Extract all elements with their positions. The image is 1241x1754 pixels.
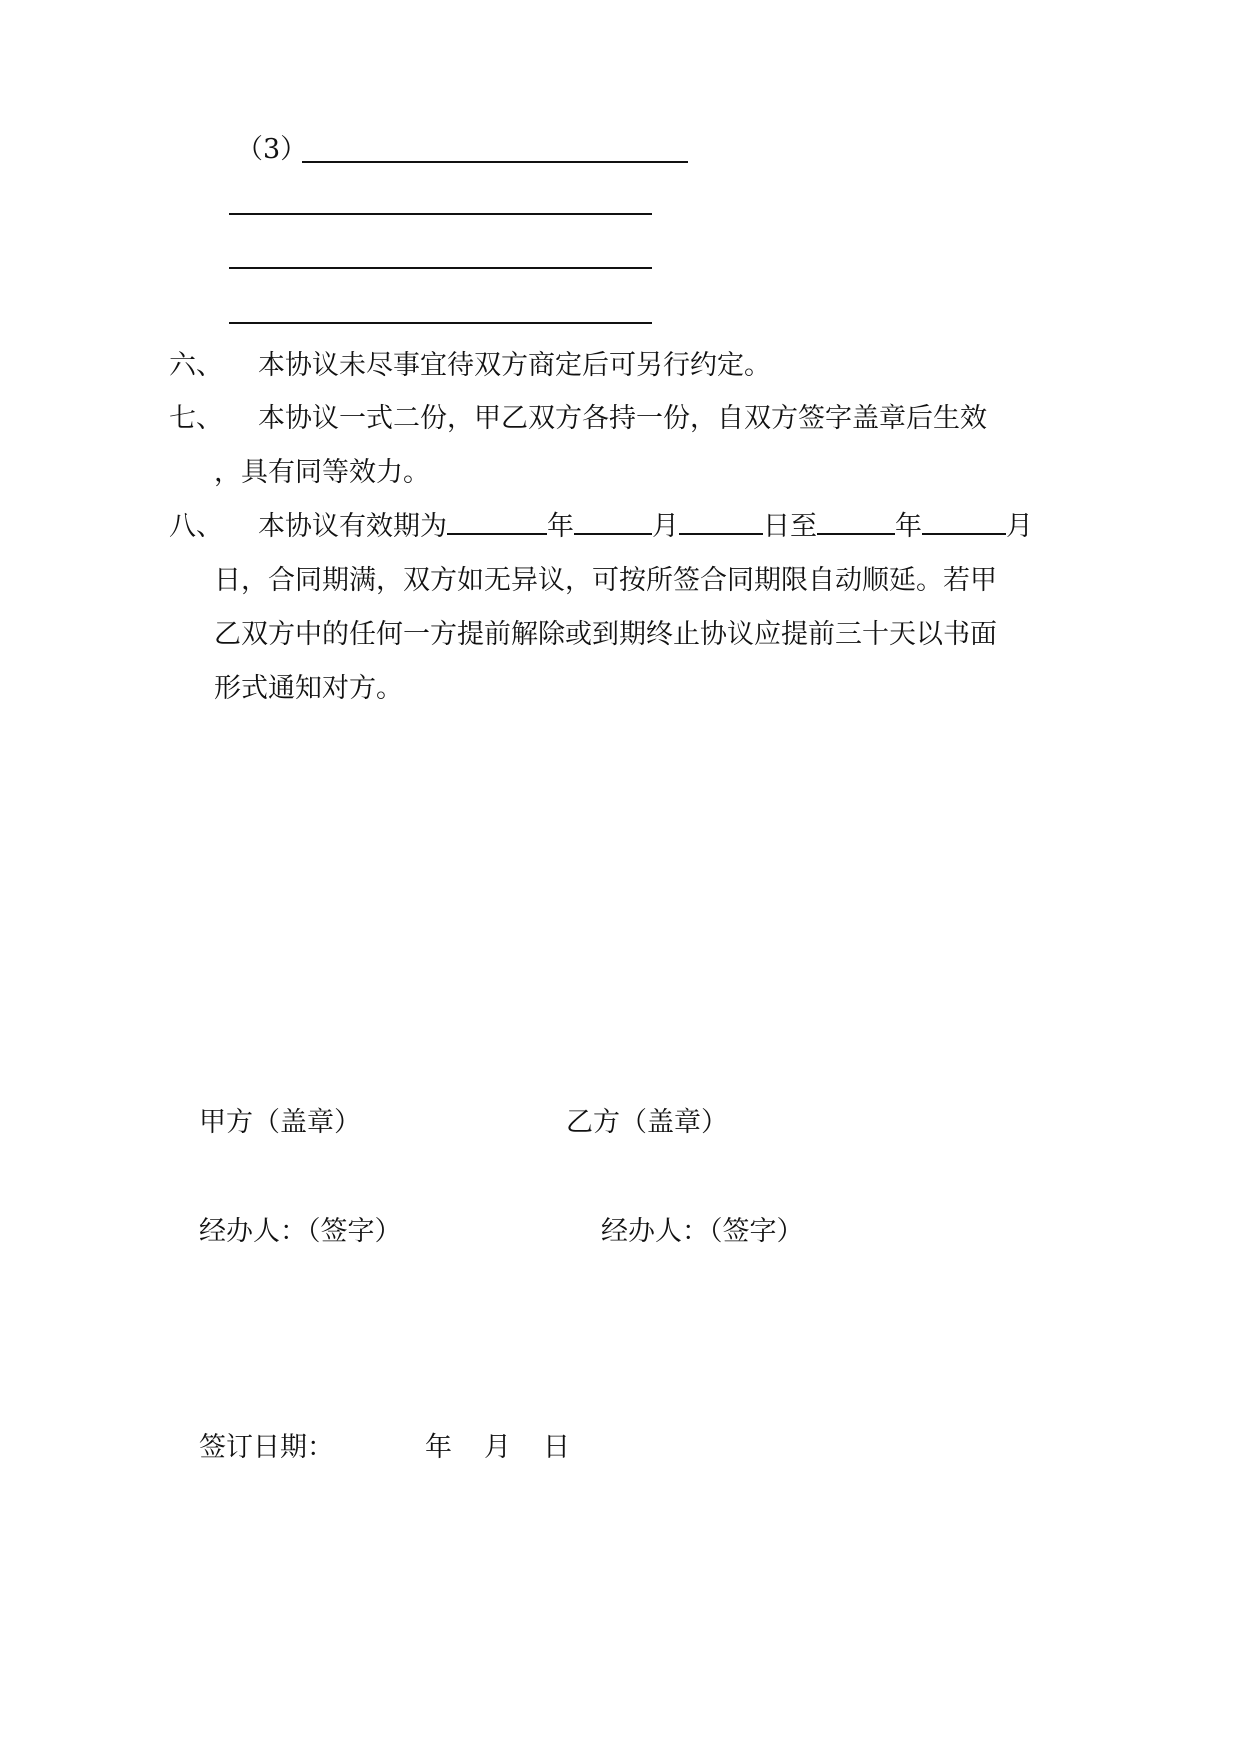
item-3-label: （3）	[236, 134, 308, 165]
item-3-blank-line[interactable]	[302, 161, 688, 163]
clause-8-line-3: 乙双方中的任何一方提前解除或到期终止协议应提前三十天以书面	[214, 619, 997, 650]
blank-line-2[interactable]	[229, 213, 652, 215]
clause-8-line-4: 形式通知对方。	[214, 673, 403, 704]
party-b-seal-label: 乙方（盖章）	[566, 1107, 728, 1138]
start-day-field[interactable]	[679, 509, 763, 535]
sign-date-month: 月	[484, 1432, 511, 1463]
party-b-agent-label: 经办人：（签字）	[601, 1216, 804, 1247]
start-month-field[interactable]	[574, 509, 652, 535]
start-month-label: 月	[652, 511, 679, 542]
clause-8-prefix: 本协议有效期为	[258, 511, 447, 542]
party-a-seal-label: 甲方（盖章）	[199, 1107, 361, 1138]
end-year-field[interactable]	[817, 509, 895, 535]
party-a-agent-label: 经办人：（签字）	[199, 1216, 402, 1247]
sign-date-day: 日	[543, 1432, 570, 1463]
clause-6-text: 本协议未尽事宜待双方商定后可另行约定。	[258, 350, 771, 381]
clause-6-number: 六、	[169, 350, 223, 381]
clause-7-line-2: ，具有同等效力。	[214, 457, 430, 488]
sign-date-label: 签订日期：	[199, 1432, 334, 1463]
blank-line-3[interactable]	[229, 267, 652, 269]
clause-8-number: 八、	[169, 511, 223, 542]
clause-7-number: 七、	[169, 403, 223, 434]
end-year-label: 年	[895, 511, 922, 542]
sign-date-year: 年	[425, 1432, 452, 1463]
blank-line-4[interactable]	[229, 322, 652, 324]
start-year-field[interactable]	[447, 509, 547, 535]
clause-8-line-2: 日，合同期满，双方如无异议，可按所签合同期限自动顺延。若甲	[214, 565, 997, 596]
clause-7-line-1: 本协议一式二份，甲乙双方各持一份，自双方签字盖章后生效	[258, 403, 987, 434]
end-month-field[interactable]	[922, 509, 1006, 535]
start-year-label: 年	[547, 511, 574, 542]
clause-8-line-1	[258, 509, 1033, 545]
end-month-label: 月	[1006, 511, 1033, 542]
start-day-to-label: 日至	[763, 511, 817, 542]
